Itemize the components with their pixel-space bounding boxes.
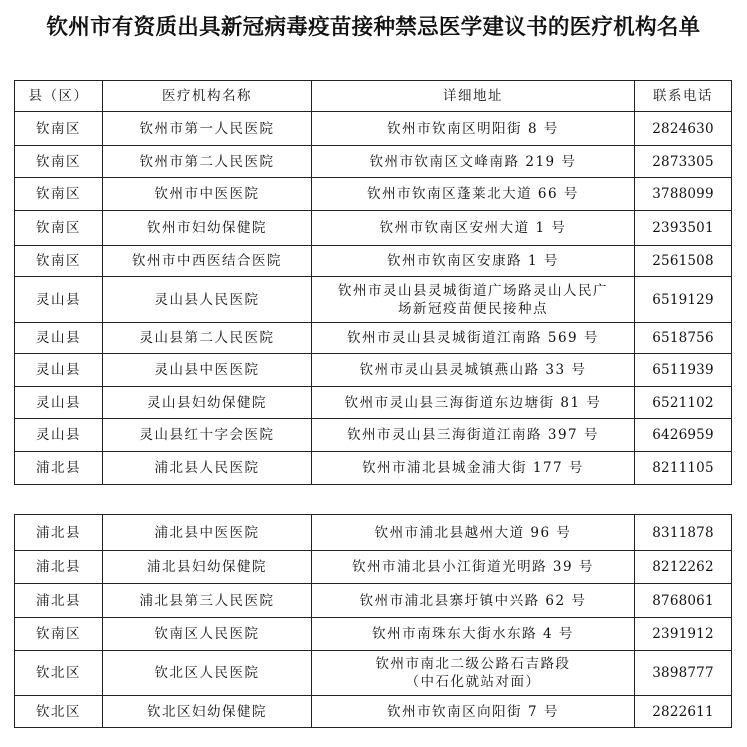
phone-cell: 3898777 [635, 651, 732, 696]
address-cell [312, 246, 635, 277]
address-line: 钦州市钦南区安州大道 1 号 [379, 220, 567, 236]
column-header-address: 详细地址 [312, 81, 635, 112]
address-cell [312, 584, 635, 618]
county-cell: 钦北区 [15, 696, 103, 728]
address-line: 钦州市灵山县灵城镇燕山路 33 号 [359, 362, 587, 378]
institution-table-part-1 [14, 80, 732, 485]
table-row [15, 146, 732, 178]
address-line: 钦州市钦南区蓬莱北大道 66 号 [367, 186, 579, 202]
address-cell [312, 618, 635, 651]
institution-name-cell: 钦北区妇幼保健院 [103, 696, 312, 728]
institution-name-cell: 钦北区人民医院 [103, 651, 312, 696]
phone-cell: 2391912 [635, 618, 732, 651]
county-cell: 灵山县 [15, 419, 103, 452]
address-cell [312, 696, 635, 728]
address-line: 钦州市灵山县灵城街道江南路 569 号 [347, 330, 599, 346]
county-cell: 钦南区 [15, 618, 103, 651]
address-line: 钦州市灵山县三海街道东边塘街 81 号 [344, 394, 602, 411]
address-cell [312, 419, 635, 452]
address-line: 钦州市钦南区向阳街 7 号 [387, 703, 559, 720]
table-row [15, 551, 732, 584]
table-row [15, 246, 732, 277]
address-line: 钦州市浦北县寨圩镇中兴路 62 号 [359, 592, 587, 609]
institution-name-cell: 灵山县妇幼保健院 [103, 387, 312, 419]
address-line: 钦州市钦南区安康路 1 号 [387, 253, 559, 269]
table-row [15, 584, 732, 618]
institution-name-cell: 钦州市第二人民医院 [103, 146, 312, 178]
address-line: 场新冠疫苗便民接种点 [398, 300, 548, 317]
institution-table-part-2 [14, 514, 732, 728]
table-row [15, 452, 732, 485]
address-line: 钦州市钦南区文峰南路 219 号 [369, 153, 577, 170]
table-row [15, 354, 732, 387]
institution-name-cell: 灵山县红十字会医院 [103, 419, 312, 452]
county-cell: 钦南区 [15, 178, 103, 211]
county-cell: 钦北区 [15, 651, 103, 696]
address-line: 钦州市南珠东大街水东路 4 号 [372, 626, 574, 642]
institution-name-cell: 浦北县人民医院 [103, 452, 312, 485]
address-cell [312, 211, 635, 246]
county-cell: 灵山县 [15, 387, 103, 419]
column-header-institution-name: 医疗机构名称 [103, 81, 312, 112]
county-cell: 浦北县 [15, 551, 103, 584]
phone-cell: 6519129 [635, 277, 732, 323]
county-cell: 钦南区 [15, 112, 103, 146]
phone-cell: 8311878 [635, 515, 732, 551]
institution-name-cell: 灵山县第二人民医院 [103, 323, 312, 354]
address-line: 钦州市浦北县小江街道光明路 39 号 [352, 559, 594, 575]
table-row [15, 112, 732, 146]
address-line: 钦州市南北二级公路石吉路段 [375, 656, 571, 672]
address-line: 钦州市灵山县三海街道江南路 397 号 [347, 427, 599, 443]
institution-name-cell: 浦北县中医医院 [103, 515, 312, 551]
address-cell [312, 354, 635, 387]
address-cell [312, 452, 635, 485]
county-cell: 钦南区 [15, 146, 103, 178]
county-cell: 钦南区 [15, 211, 103, 246]
phone-cell: 2561508 [635, 246, 732, 277]
institution-name-cell: 灵山县中医医院 [103, 354, 312, 387]
table-header-row [15, 81, 732, 112]
county-cell: 灵山县 [15, 277, 103, 323]
county-cell: 灵山县 [15, 323, 103, 354]
phone-cell: 3788099 [635, 178, 732, 211]
phone-cell: 8768061 [635, 584, 732, 618]
institution-name-cell: 钦州市中医医院 [103, 178, 312, 211]
column-header-phone: 联系电话 [635, 81, 732, 112]
address-line: 钦州市灵山县灵城街道广场路灵山人民广 [338, 282, 608, 299]
phone-cell: 8211105 [635, 452, 732, 485]
table-row [15, 178, 732, 211]
address-cell [312, 387, 635, 419]
address-line: 钦州市钦南区明阳街 8 号 [387, 120, 559, 137]
address-cell [312, 146, 635, 178]
table-row [15, 323, 732, 354]
phone-cell: 2822611 [635, 696, 732, 728]
phone-cell: 6518756 [635, 323, 732, 354]
institution-name-cell: 浦北县妇幼保健院 [103, 551, 312, 584]
table-row [15, 618, 732, 651]
county-cell: 浦北县 [15, 452, 103, 485]
table-row [15, 515, 732, 551]
table-row [15, 387, 732, 419]
institution-name-cell: 灵山县人民医院 [103, 277, 312, 323]
institution-name-cell: 钦州市妇幼保健院 [103, 211, 312, 246]
address-cell [312, 515, 635, 551]
institution-name-cell: 钦南区人民医院 [103, 618, 312, 651]
county-cell: 浦北县 [15, 584, 103, 618]
phone-cell: 6521102 [635, 387, 732, 419]
table-row [15, 419, 732, 452]
column-header-county: 县（区） [15, 81, 103, 112]
table-row [15, 651, 732, 696]
table-row [15, 277, 732, 323]
county-cell: 钦南区 [15, 246, 103, 277]
institution-name-cell: 浦北县第三人民医院 [103, 584, 312, 618]
county-cell: 灵山县 [15, 354, 103, 387]
phone-cell: 6511939 [635, 354, 732, 387]
address-cell [312, 277, 635, 323]
address-cell [312, 112, 635, 146]
address-cell [312, 178, 635, 211]
page-title: 钦州市有资质出具新冠病毒疫苗接种禁忌医学建议书的医疗机构名单 [46, 15, 701, 40]
address-line: 钦州市浦北县城金浦大街 177 号 [362, 460, 584, 476]
phone-cell: 2873305 [635, 146, 732, 178]
table-row [15, 211, 732, 246]
table-row [15, 696, 732, 728]
phone-cell: 2824630 [635, 112, 732, 146]
phone-cell: 6426959 [635, 419, 732, 452]
address-cell [312, 323, 635, 354]
county-cell: 浦北县 [15, 515, 103, 551]
address-line: 钦州市浦北县越州大道 96 号 [374, 524, 572, 541]
phone-cell: 8212262 [635, 551, 732, 584]
address-line: （中石化就站对面） [405, 674, 541, 690]
institution-name-cell: 钦州市第一人民医院 [103, 112, 312, 146]
address-cell [312, 551, 635, 584]
phone-cell: 2393501 [635, 211, 732, 246]
address-cell [312, 651, 635, 696]
institution-name-cell: 钦州市中西医结合医院 [103, 246, 312, 277]
